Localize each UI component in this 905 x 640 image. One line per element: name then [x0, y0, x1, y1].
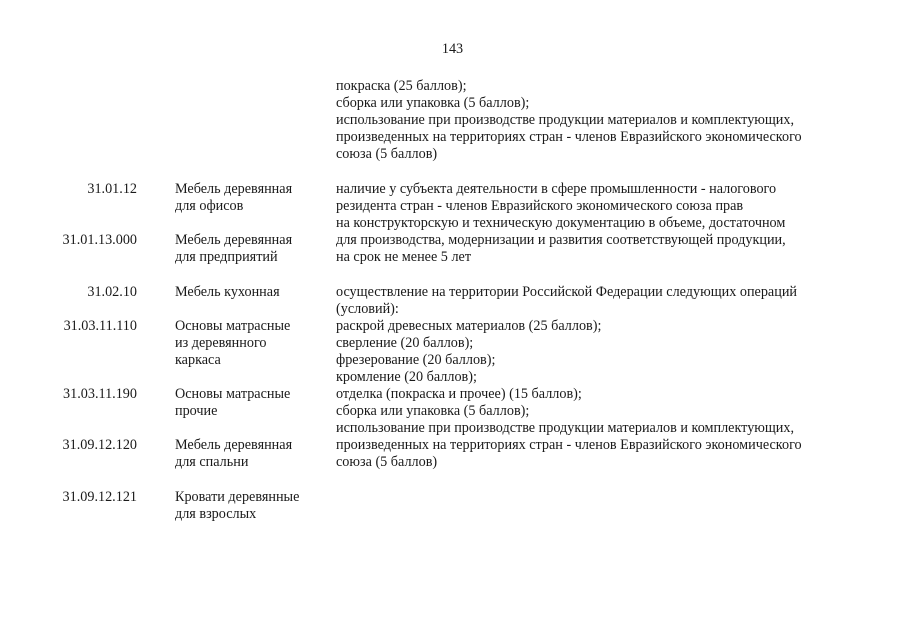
requirement-line: произведенных на территориях стран - членов Евразийского экономического — [336, 437, 802, 453]
product-name-line: Мебель кухонная — [175, 284, 280, 300]
requirement-line: сборка или упаковка (5 баллов); — [336, 403, 530, 419]
continuation-line: покраска (25 баллов); — [336, 78, 467, 94]
product-name-line: Кровати деревянные — [175, 489, 300, 505]
requirement-line: для производства, модернизации и развития соответствующей продукции, — [336, 232, 786, 248]
requirement-line: использование при производстве продукции материалов и комплектующих, — [336, 420, 795, 436]
product-code: 31.01.13.000 — [62, 232, 137, 248]
product-code: 31.02.10 — [87, 284, 137, 300]
requirement-line: на срок не менее 5 лет — [336, 249, 472, 265]
requirement-line: осуществление на территории Российской Федерации следующих операций — [336, 284, 798, 300]
continuation-line: сборка или упаковка (5 баллов); — [336, 95, 530, 111]
product-name-line: каркаса — [175, 352, 221, 368]
product-name-line: Мебель деревянная — [175, 437, 293, 453]
continuation-line: союза (5 баллов) — [336, 146, 438, 162]
requirement-line: союза (5 баллов) — [336, 454, 438, 470]
product-name-line: Мебель деревянная — [175, 181, 293, 197]
product-name-line: Основы матрасные — [175, 386, 291, 402]
product-name-line: для спальни — [175, 454, 249, 470]
product-name-line: из деревянного — [175, 335, 267, 351]
product-code: 31.03.11.110 — [63, 318, 137, 334]
requirement-line: кромление (20 баллов); — [336, 369, 477, 385]
product-name-line: для предприятий — [175, 249, 278, 265]
requirement-line: фрезерование (20 баллов); — [336, 352, 496, 368]
requirement-line: отделка (покраска и прочее) (15 баллов); — [336, 386, 582, 402]
continuation-line: использование при производстве продукции материалов и комплектующих, — [336, 112, 795, 128]
product-code: 31.03.11.190 — [63, 386, 137, 402]
product-name-line: прочие — [175, 403, 218, 419]
page-number: 143 — [441, 41, 464, 57]
requirement-line: сверление (20 баллов); — [336, 335, 474, 351]
requirement-line: (условий): — [336, 301, 399, 317]
product-name-line: для офисов — [175, 198, 244, 214]
product-name-line: Основы матрасные — [175, 318, 291, 334]
product-code: 31.01.12 — [87, 181, 137, 197]
product-code: 31.09.12.120 — [62, 437, 137, 453]
product-name-line: для взрослых — [175, 506, 257, 522]
product-code: 31.09.12.121 — [62, 489, 137, 505]
requirement-line: наличие у субъекта деятельности в сфере промышленности - налогового — [336, 181, 777, 197]
product-name-line: Мебель деревянная — [175, 232, 293, 248]
continuation-line: произведенных на территориях стран - членов Евразийского экономического — [336, 129, 802, 145]
requirement-line: на конструкторскую и техническую документацию в объеме, достаточном — [336, 215, 786, 231]
requirement-line: резидента стран - членов Евразийского экономического союза прав — [336, 198, 744, 214]
requirement-line: раскрой древесных материалов (25 баллов); — [336, 318, 602, 334]
